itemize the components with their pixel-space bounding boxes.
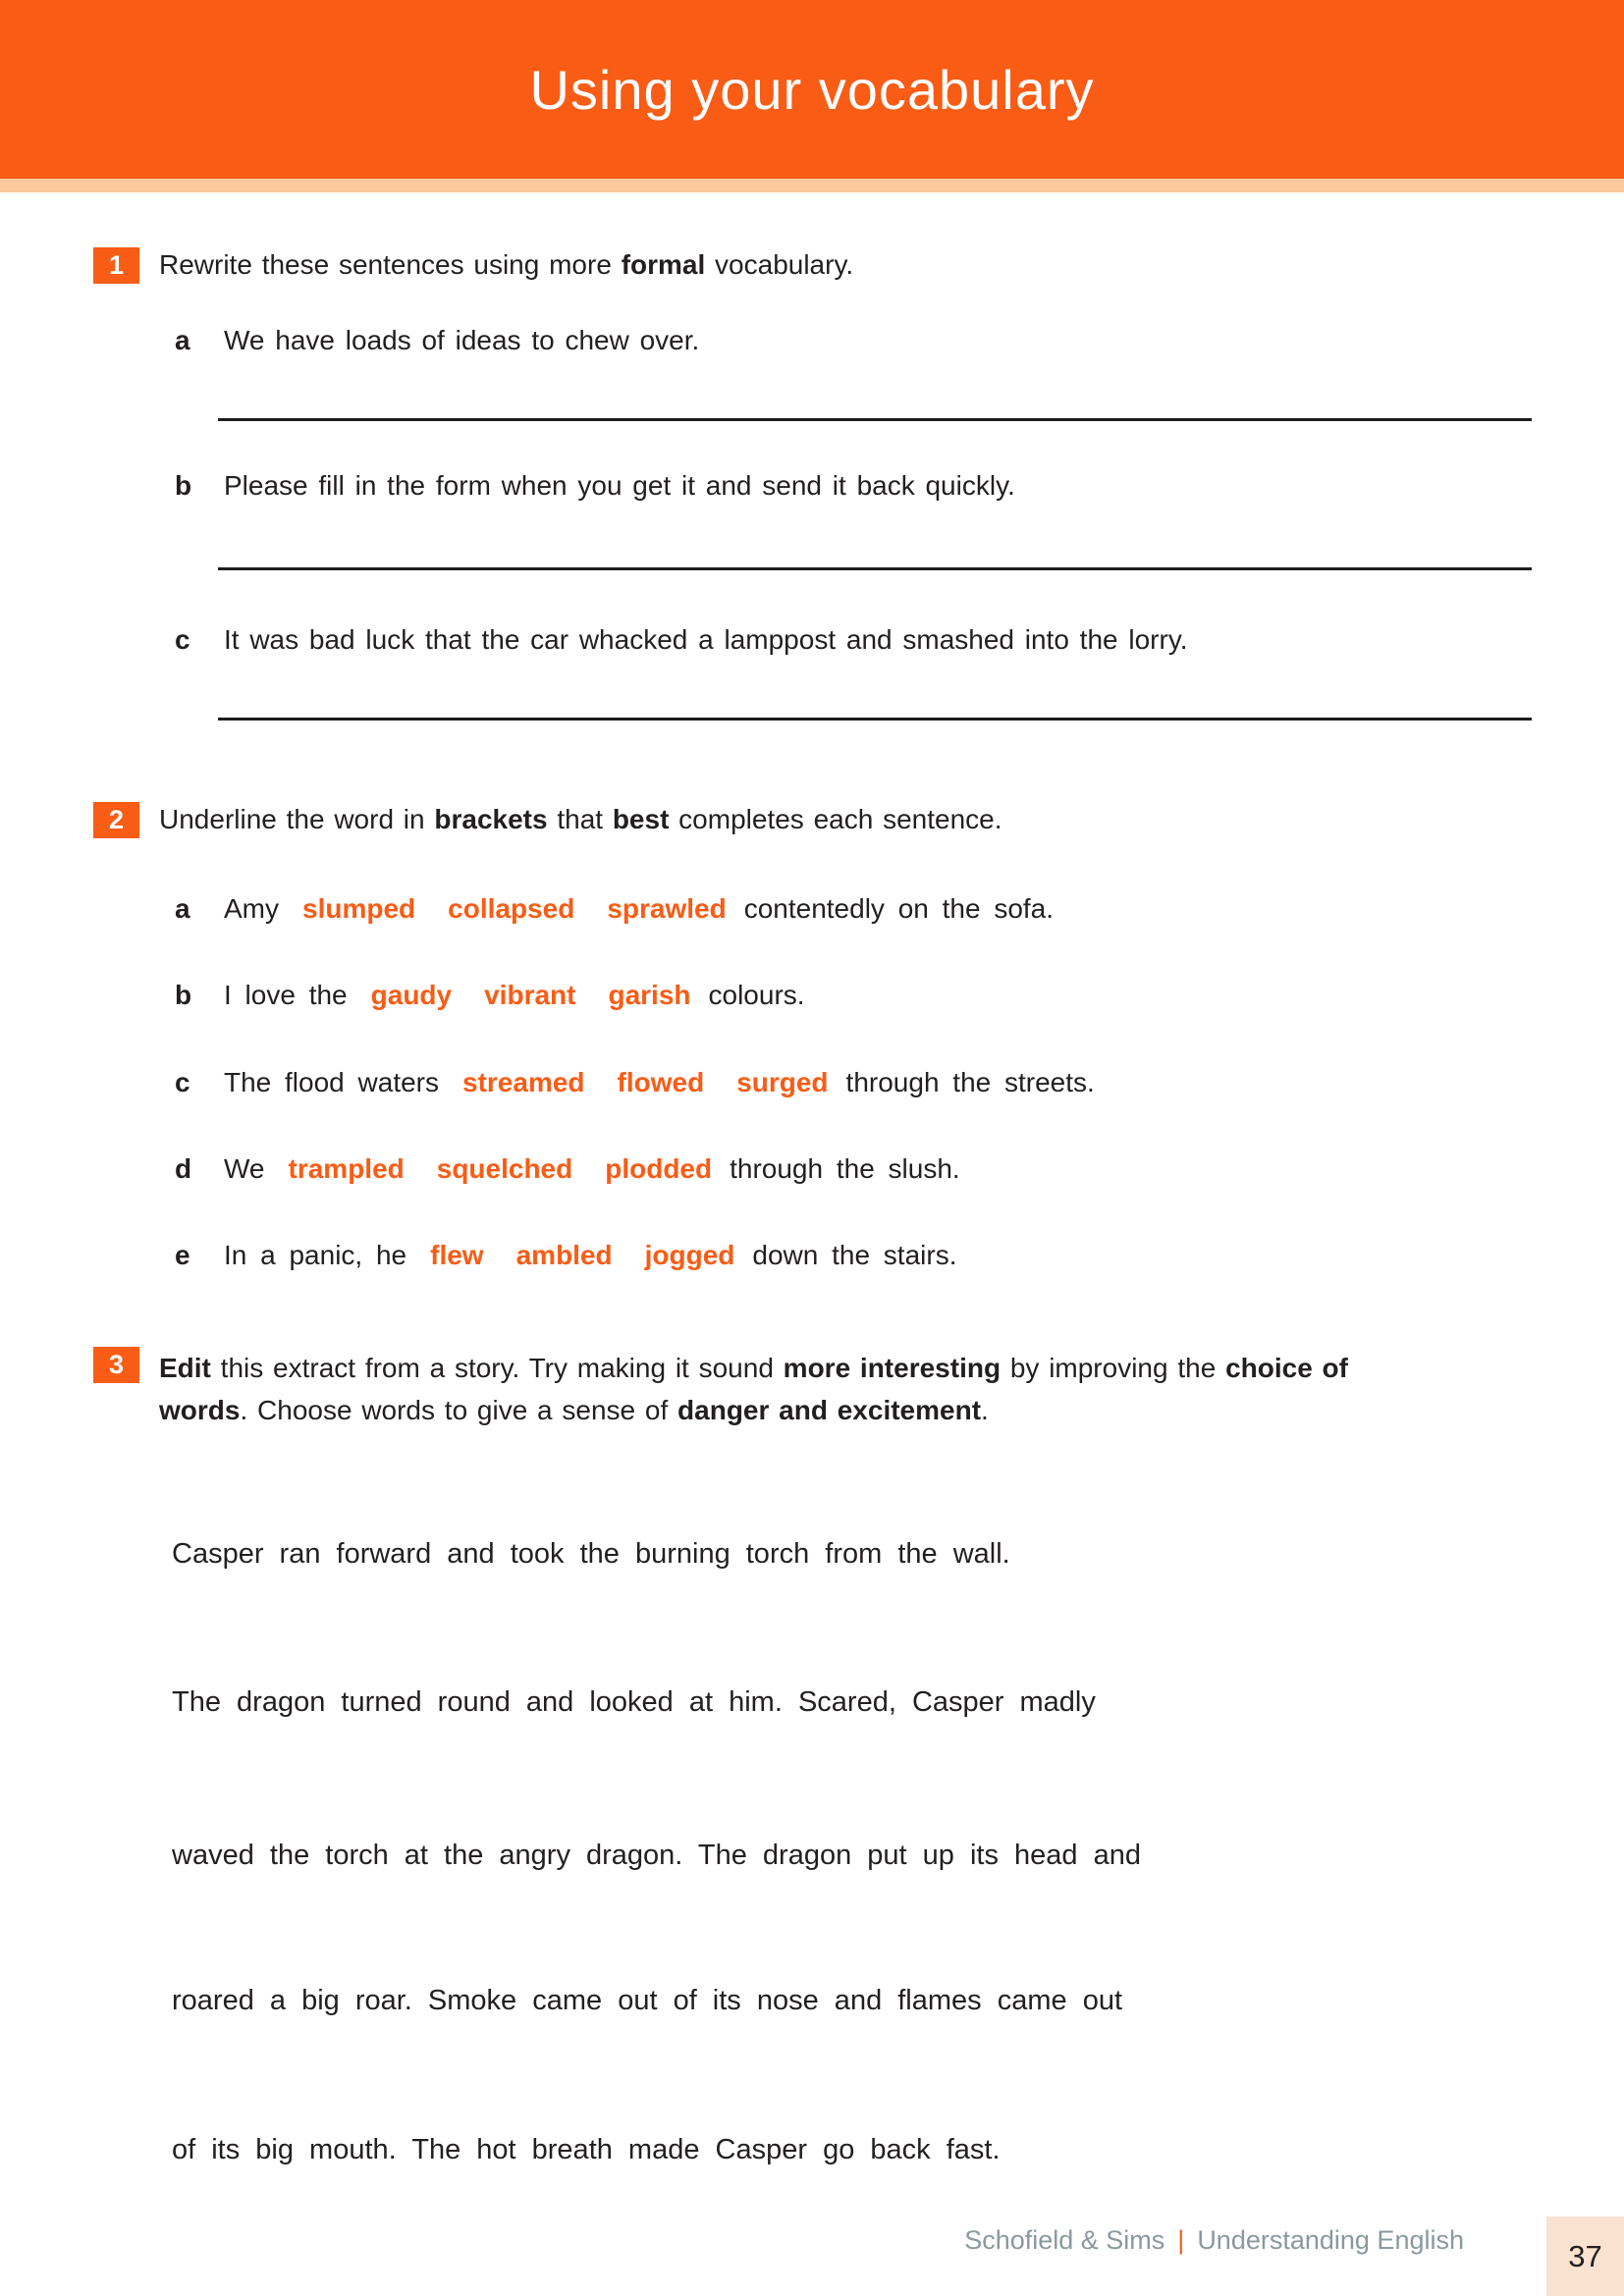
- item-letter: a: [175, 893, 190, 924]
- item-text: It was bad luck that the car whacked a lamppost and smashed into the lorry.: [224, 624, 1188, 655]
- question-1-prompt: [159, 246, 853, 284]
- item-letter: a: [175, 325, 190, 355]
- q2-item-b: [175, 977, 805, 1014]
- question-2-prompt: [159, 801, 1002, 838]
- q2-item-a: [175, 890, 1054, 928]
- question-3-number: 3: [108, 1350, 125, 1379]
- publisher-name: Schofield & Sims: [964, 2225, 1165, 2255]
- item-letter: d: [175, 1153, 192, 1184]
- prompt-bold-word: best: [612, 804, 670, 834]
- prompt-bold-word: Edit: [159, 1353, 211, 1383]
- writing-line: [218, 718, 1532, 721]
- item-text: I love the: [224, 980, 348, 1010]
- series-title: Understanding English: [1197, 2225, 1464, 2255]
- page-footer: [964, 2223, 1464, 2257]
- option-word: gaudy: [370, 980, 453, 1010]
- item-letter: e: [175, 1240, 190, 1270]
- question-2-number: 2: [108, 805, 125, 834]
- option-word: squelched: [436, 1153, 573, 1184]
- prompt-segment: this extract from a story. Try making it sound: [210, 1353, 784, 1383]
- story-line: of its big mouth. The hot breath made Casper go back fast.: [172, 2134, 1001, 2165]
- option-word: streamed: [462, 1067, 585, 1097]
- prompt-bold-word: formal: [621, 249, 706, 280]
- prompt-segment: vocabulary.: [705, 249, 854, 280]
- question-2-badge: [93, 802, 139, 838]
- item-letter: b: [175, 470, 192, 501]
- item-text: The flood waters: [224, 1067, 439, 1097]
- option-word: ambled: [515, 1240, 613, 1270]
- header-banner: [0, 0, 1624, 179]
- story-line: roared a big roar. Smoke came out of its nose and flames came out: [172, 1985, 1123, 2016]
- page-title: Using your vocabulary: [529, 58, 1095, 121]
- item-letter: b: [175, 980, 192, 1010]
- q2-item-e: [175, 1237, 957, 1274]
- option-word: flowed: [617, 1067, 705, 1097]
- item-text: We have loads of ideas to chew over.: [224, 325, 700, 355]
- option-word: flew: [430, 1240, 484, 1270]
- option-word: surged: [736, 1067, 829, 1097]
- item-text: We: [224, 1153, 265, 1184]
- question-3-prompt: [159, 1347, 1543, 1431]
- writing-line: [218, 567, 1532, 570]
- option-word: trampled: [288, 1153, 405, 1184]
- prompt-bold-word: danger and excitement: [677, 1395, 982, 1425]
- prompt-segment: that: [547, 804, 613, 834]
- prompt-segment: Rewrite these sentences using more: [159, 249, 622, 280]
- item-text: Amy: [224, 893, 279, 924]
- q2-item-d: [175, 1150, 960, 1188]
- footer-divider: |: [1177, 2225, 1185, 2255]
- story-line: waved the torch at the angry dragon. The dragon put up its head and: [172, 1840, 1141, 1871]
- question-1-badge: [93, 247, 139, 284]
- banner-strip: [0, 179, 1624, 192]
- item-text: down the stairs.: [752, 1240, 957, 1270]
- prompt-segment: .: [981, 1395, 989, 1425]
- option-word: plodded: [605, 1153, 713, 1184]
- page-number-box: [1546, 2216, 1624, 2296]
- prompt-segment: completes each sentence.: [669, 804, 1002, 834]
- q3-prompt-line-2: [159, 1389, 1543, 1431]
- prompt-segment: Underline the word in: [159, 804, 435, 834]
- q3-prompt-line-1: [159, 1347, 1543, 1389]
- question-3-badge: [93, 1347, 139, 1383]
- prompt-segment: by improving the: [1001, 1353, 1226, 1383]
- prompt-bold-word: choice of: [1225, 1353, 1348, 1383]
- option-word: slumped: [302, 893, 416, 924]
- q1-item-b: [175, 467, 1015, 505]
- item-text: through the streets.: [845, 1067, 1095, 1097]
- page-number: 37: [1568, 2238, 1602, 2273]
- story-line: The dragon turned round and looked at him. Scared, Casper madly: [172, 1686, 1096, 1718]
- item-letter: c: [175, 1067, 190, 1097]
- item-text: In a panic, he: [224, 1240, 407, 1270]
- story-line: Casper ran forward and took the burning torch from the wall.: [172, 1538, 1010, 1570]
- option-word: collapsed: [448, 893, 575, 924]
- q1-item-c: [175, 621, 1188, 659]
- item-text: through the slush.: [730, 1153, 960, 1184]
- option-word: vibrant: [484, 980, 576, 1010]
- item-text: colours.: [708, 980, 805, 1010]
- q1-item-a: [175, 322, 699, 359]
- prompt-bold-word: brackets: [434, 804, 548, 834]
- q2-item-c: [175, 1064, 1095, 1101]
- option-word: jogged: [644, 1240, 735, 1270]
- prompt-bold-word: words: [159, 1395, 241, 1425]
- writing-line: [218, 418, 1532, 421]
- prompt-bold-word: more interesting: [783, 1353, 1001, 1383]
- question-1-number: 1: [108, 250, 125, 280]
- option-word: sprawled: [607, 893, 727, 924]
- option-word: garish: [608, 980, 691, 1010]
- prompt-segment: . Choose words to give a sense of: [240, 1395, 678, 1425]
- item-letter: c: [175, 624, 190, 655]
- item-text: Please fill in the form when you get it and send it back quickly.: [224, 470, 1015, 501]
- item-text: contentedly on the sofa.: [743, 893, 1055, 924]
